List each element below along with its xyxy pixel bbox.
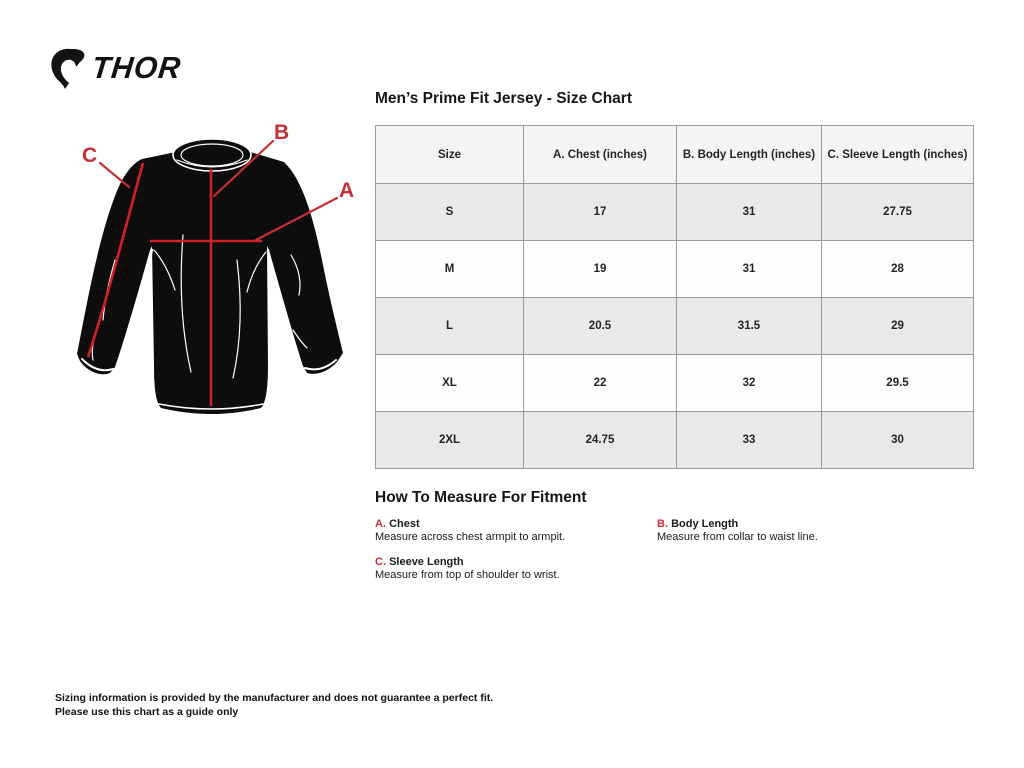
column-header-size: Size (376, 126, 524, 184)
cell-size: S (376, 184, 524, 241)
cell-sleeve: 29.5 (822, 355, 974, 412)
table-row (376, 412, 974, 469)
cell-size: M (376, 241, 524, 298)
label-c-leader (100, 163, 129, 187)
measure-item-body-length (657, 518, 973, 543)
measure-description: Measure from top of shoulder to wrist. (375, 569, 560, 581)
label-b: B (274, 121, 290, 144)
column-header-sleeve: C. Sleeve Length (inches) (822, 126, 974, 184)
cell-body: 31 (677, 241, 822, 298)
cell-body: 33 (677, 412, 822, 469)
measure-key: B. (657, 518, 668, 530)
thor-helmet-icon (50, 48, 88, 90)
cell-chest: 22 (524, 355, 677, 412)
cell-body: 31 (677, 184, 822, 241)
table-row (376, 355, 974, 412)
measure-label (375, 556, 657, 568)
disclaimer-line-2: Please use this chart as a guide only (55, 706, 239, 718)
page-title: Men’s Prime Fit Jersey - Size Chart (375, 90, 632, 107)
measure-description: Measure across chest armpit to armpit. (375, 531, 566, 543)
measure-key: A. (375, 518, 386, 530)
cell-chest: 24.75 (524, 412, 677, 469)
jersey-illustration (55, 110, 367, 444)
brand-logo (50, 48, 181, 90)
jersey-measurement-diagram (55, 110, 367, 444)
cell-sleeve: 28 (822, 241, 974, 298)
measure-label (657, 518, 973, 530)
measure-name: Chest (389, 518, 420, 530)
cell-sleeve: 27.75 (822, 184, 974, 241)
cell-size: L (376, 298, 524, 355)
table-header-row (376, 126, 974, 184)
measure-label (375, 518, 657, 530)
measure-item-sleeve-length (375, 556, 657, 581)
size-chart-table (375, 125, 974, 469)
cell-sleeve: 30 (822, 412, 974, 469)
brand-logo-text: THOR (90, 51, 183, 86)
cell-chest: 19 (524, 241, 677, 298)
cell-sleeve: 29 (822, 298, 974, 355)
label-c: C (82, 144, 98, 167)
cell-size: XL (376, 355, 524, 412)
table-row (376, 241, 974, 298)
measure-key: C. (375, 556, 386, 568)
measure-description: Measure from collar to waist line. (657, 531, 818, 543)
table-row (376, 184, 974, 241)
column-header-chest: A. Chest (inches) (524, 126, 677, 184)
label-a: A (339, 179, 355, 202)
how-to-measure-heading: How To Measure For Fitment (375, 489, 587, 506)
disclaimer (55, 691, 493, 719)
measure-item-chest (375, 518, 657, 543)
cell-body: 32 (677, 355, 822, 412)
cell-chest: 17 (524, 184, 677, 241)
measure-name: Sleeve Length (389, 556, 464, 568)
cell-size: 2XL (376, 412, 524, 469)
cell-body: 31.5 (677, 298, 822, 355)
size-chart-table-container (375, 125, 974, 469)
table-row (376, 298, 974, 355)
column-header-body: B. Body Length (inches) (677, 126, 822, 184)
measure-name: Body Length (671, 518, 739, 530)
disclaimer-line-1: Sizing information is provided by the manufacturer and does not guarantee a perfect fit. (55, 692, 494, 704)
how-to-measure-section (375, 489, 973, 581)
cell-chest: 20.5 (524, 298, 677, 355)
